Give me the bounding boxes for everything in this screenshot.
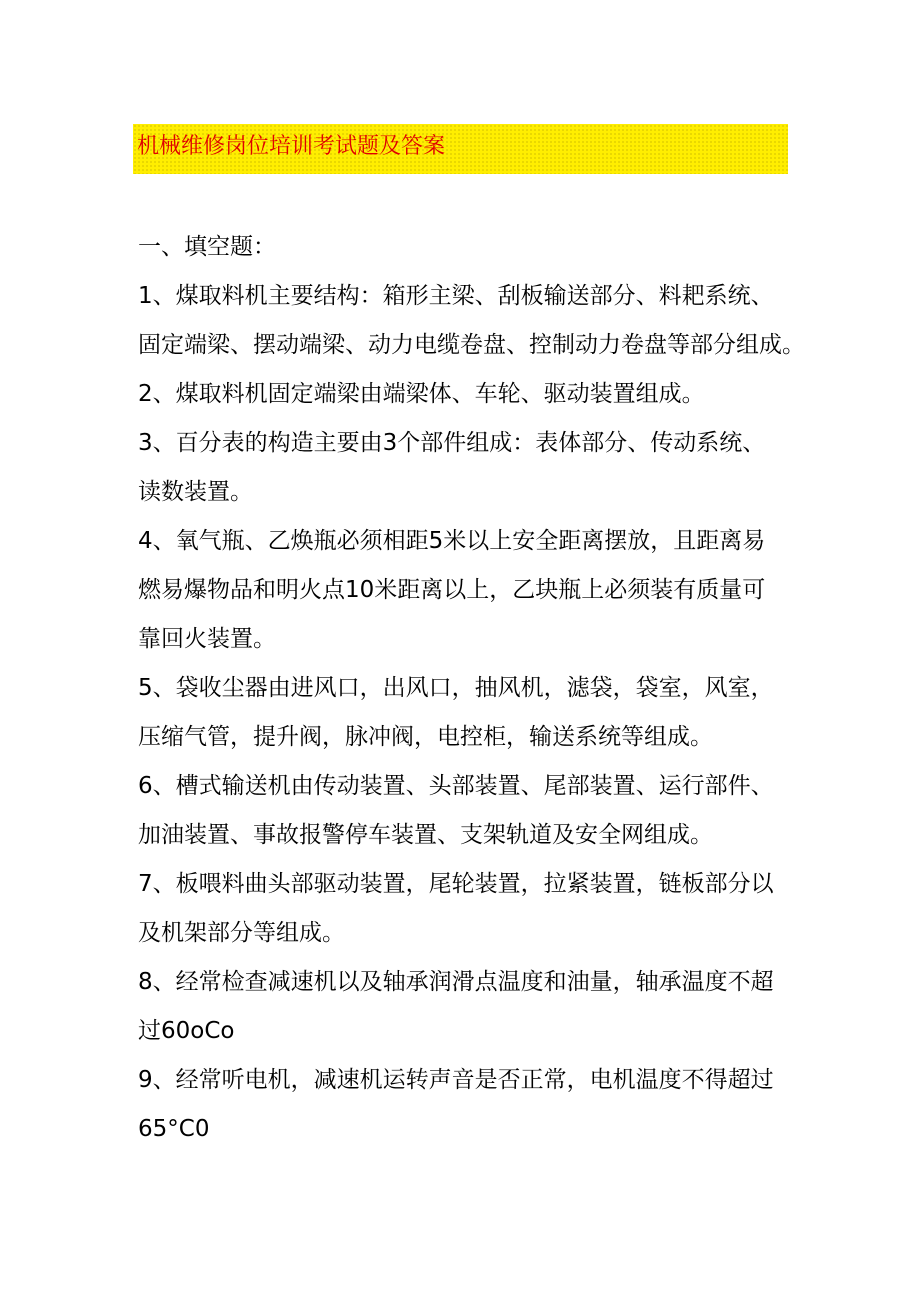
- section-heading: 一、填空题：: [138, 234, 276, 260]
- text-line: 6、槽式输送机由传动装置、头部装置、尾部装置、运行部件、: [138, 773, 774, 799]
- text-line: 2、煤取料机固定端梁由端梁体、车轮、驱动装置组成。: [138, 381, 705, 407]
- title-highlight: [133, 124, 788, 174]
- text-line: 过60oCo: [138, 1018, 235, 1044]
- text-line: 加油装置、事故报警停车装置、支架轨道及安全网组成。: [138, 822, 713, 848]
- text-line: 读数装置。: [138, 479, 253, 505]
- text-line: 4、氧气瓶、乙焕瓶必须相距5米以上安全距离摆放，且距离易: [138, 528, 766, 554]
- text-line: 8、经常检查减速机以及轴承润滑点温度和油量，轴承温度不超: [138, 969, 774, 995]
- text-line: 1、煤取料机主要结构：箱形主梁、刮板输送部分、料耙系统、: [138, 283, 774, 309]
- text-line: 65°C0: [138, 1116, 210, 1142]
- text-line: 压缩气管，提升阀，脉冲阀，电控柜，输送系统等组成。: [138, 724, 713, 750]
- text-line: 及机架部分等组成。: [138, 920, 345, 946]
- document-body: [138, 222, 805, 1154]
- text-line: 5、袋收尘器由进风口，出风口，抽风机，滤袋，袋室，风室，: [138, 675, 774, 701]
- text-line: 靠回火装置。: [138, 626, 276, 652]
- text-line: 燃易爆物品和明火点10米距离以上，乙块瓶上必须装有质量可: [138, 577, 766, 603]
- text-line: 3、百分表的构造主要由3个部件组成：表体部分、传动系统、: [138, 430, 766, 456]
- text-line: 固定端梁、摆动端梁、动力电缆卷盘、控制动力卷盘等部分组成。: [138, 332, 805, 358]
- text-line: 7、板喂料曲头部驱动装置，尾轮装置，拉紧装置，链板部分以: [138, 871, 774, 897]
- document-title: 机械维修岗位培训考试题及答案: [137, 134, 446, 159]
- text-line: 9、经常听电机，减速机运转声音是否正常，电机温度不得超过: [138, 1067, 774, 1093]
